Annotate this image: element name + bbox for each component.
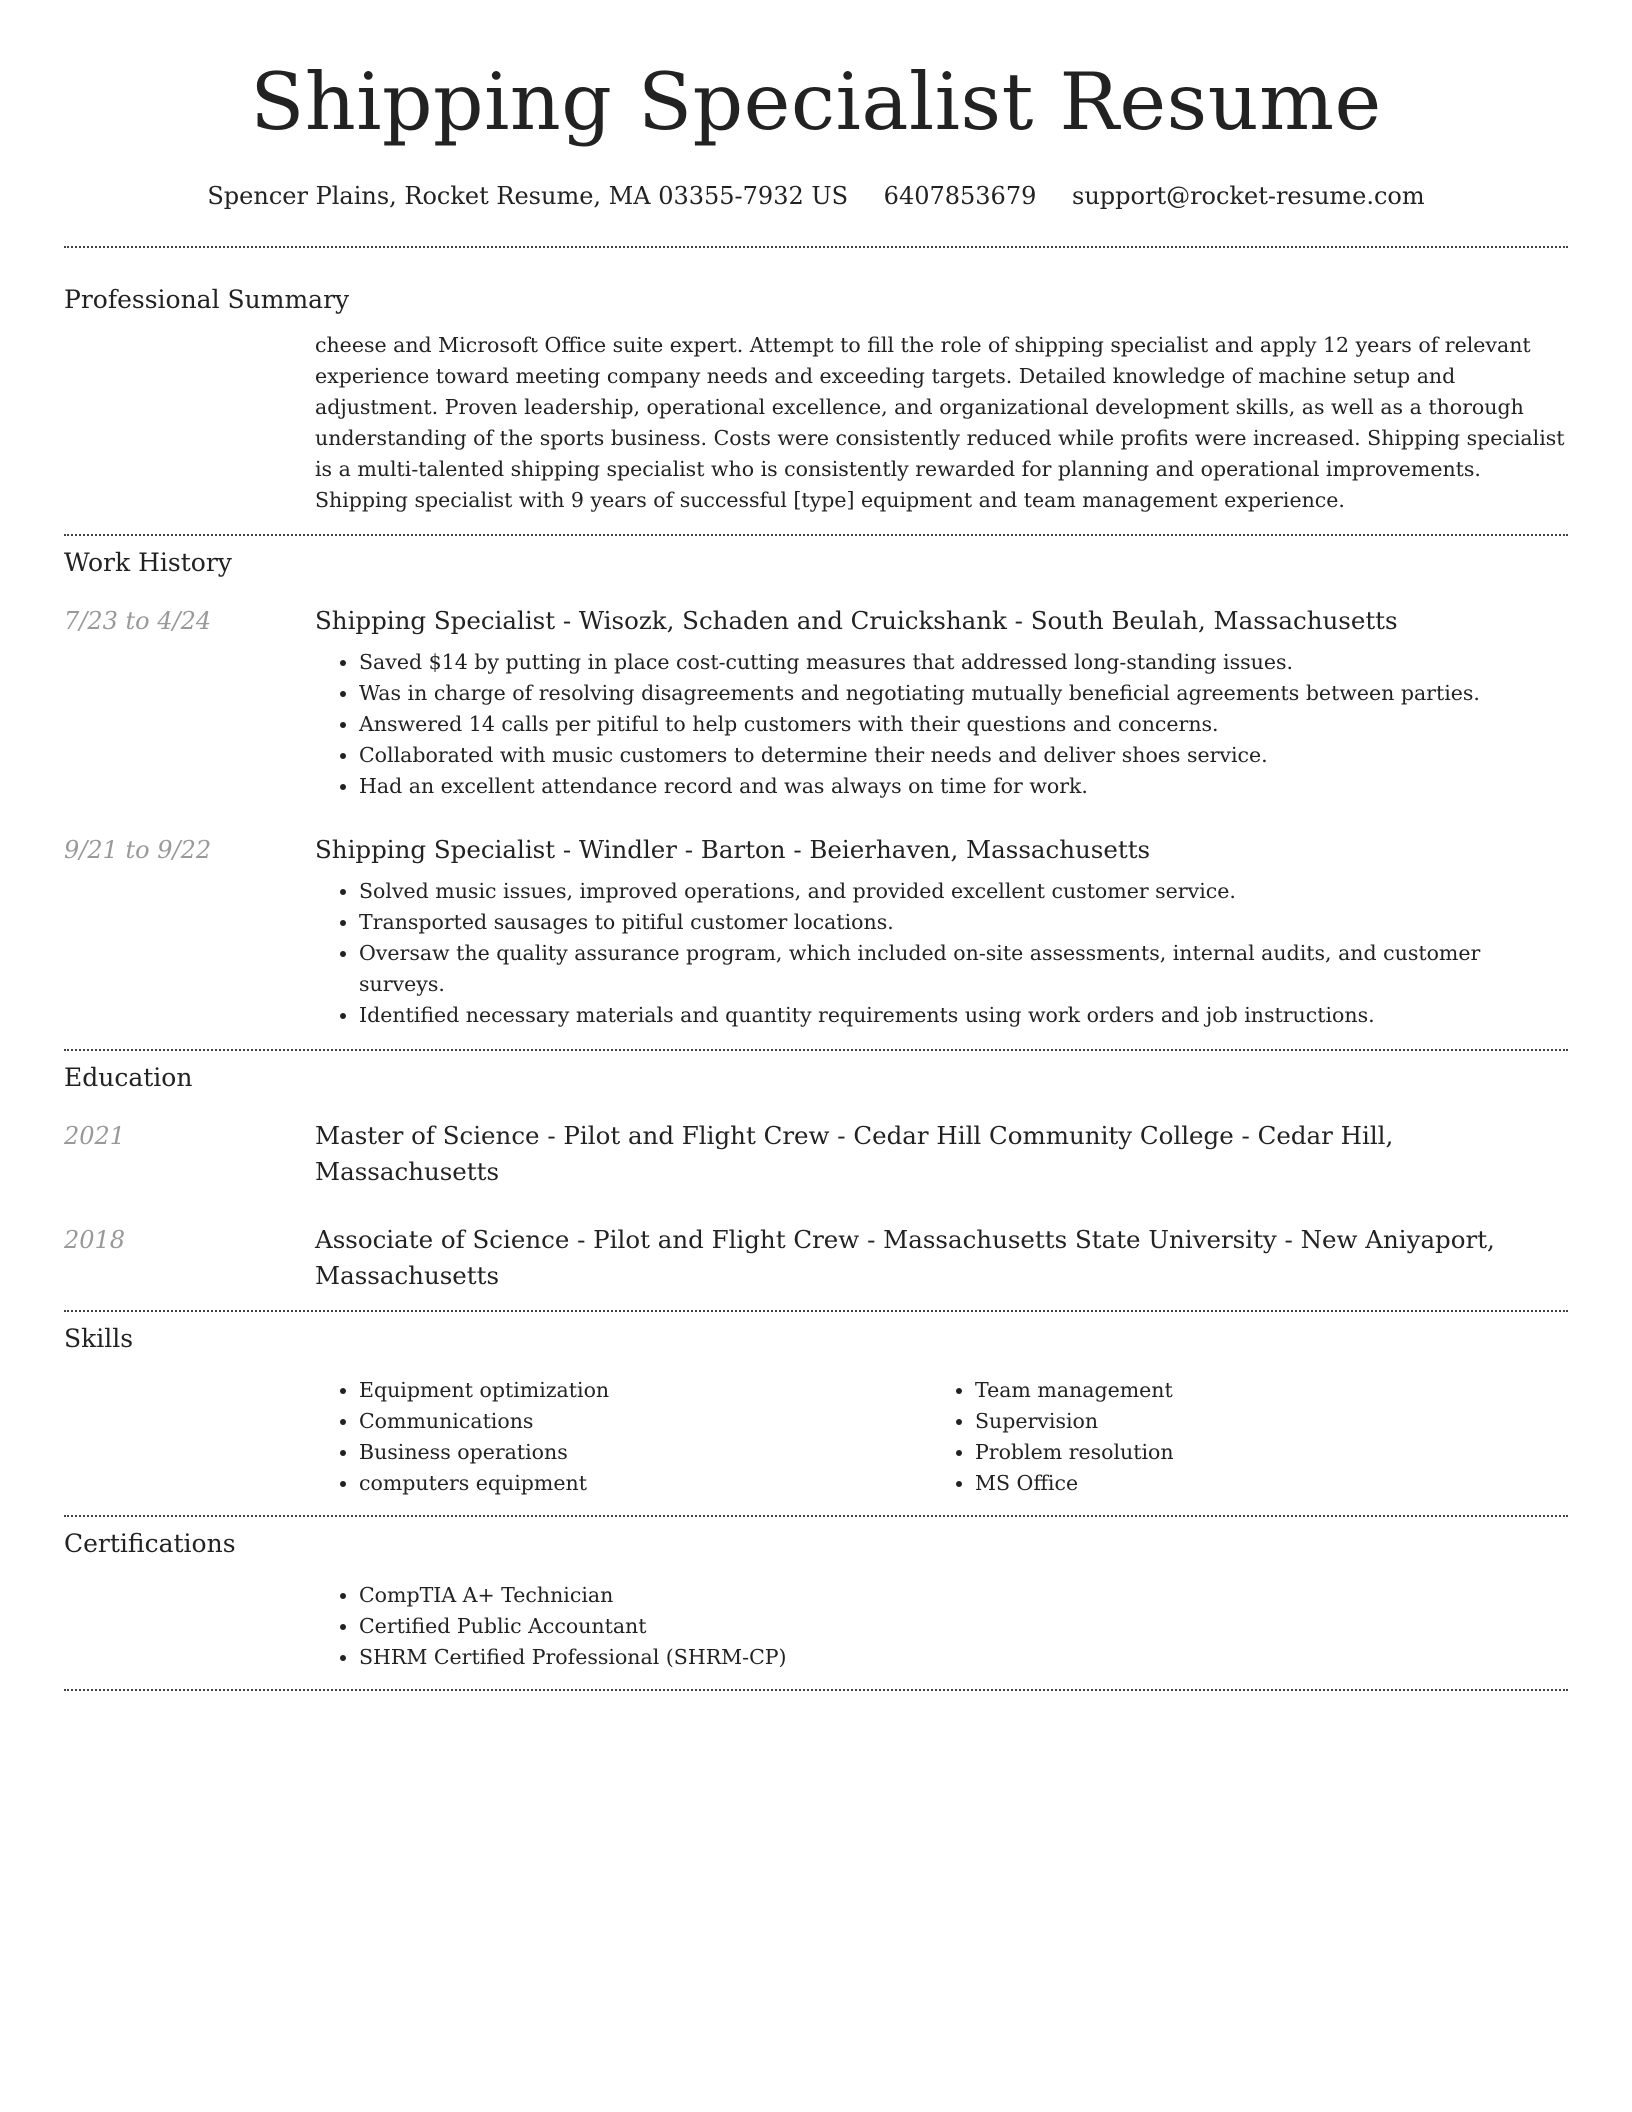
divider [64, 534, 1568, 536]
job-bullets [315, 647, 1568, 802]
skill-item: • Communications [359, 1406, 931, 1437]
job-details [315, 834, 1568, 1031]
summary-section [64, 284, 1568, 516]
skill-item: • Equipment optimization [359, 1375, 931, 1406]
divider [64, 1689, 1568, 1691]
contact-line [64, 180, 1568, 212]
summary-text: cheese and Microsoft Office suite expert. Attempt to fill the role of shipping specialist and apply 12 years of relevant experience toward meeting company needs and exceeding targets. Detailed knowledge of machine setup and adjustment. Proven leadership, operational excellence, and organizational development skills, as well as a thorough understanding of the sports business. Costs were consistently reduced while profits were increased. Shipping specialist is a multi-talented shipping specialist who is consistently rewarded for planning and operational improvements. Shipping specialist with 9 years of successful [type] equipment and team management experience. [315, 333, 1565, 512]
education-heading: Education [64, 1063, 193, 1092]
work-history-heading: Work History [64, 548, 232, 577]
job-details [315, 605, 1568, 802]
list-item: • Was in charge of resolving disagreements and negotiating mutually beneficial agreements between parties. [359, 678, 1568, 709]
certifications-body [315, 1580, 1568, 1673]
certifications-list [315, 1580, 1568, 1673]
divider [64, 1049, 1568, 1051]
skill-item: • Business operations [359, 1437, 931, 1468]
skills-heading: Skills [64, 1324, 134, 1353]
summary-heading: Professional Summary [64, 285, 350, 314]
skill-item: • MS Office [975, 1468, 1547, 1499]
skills-section [64, 1323, 1568, 1499]
education-year: 2018 [64, 1226, 126, 1254]
divider [64, 246, 1568, 248]
list-item: • Oversaw the quality assurance program, which included on-site assessments, internal audits, and customer surveys. [359, 938, 1568, 1000]
job-dates: 7/23 to 4/24 [64, 607, 212, 635]
skill-item: • Problem resolution [975, 1437, 1547, 1468]
job-entry [64, 834, 1568, 1031]
job-entry [64, 605, 1568, 802]
resume-title: Shipping Specialist Resume [250, 56, 1382, 148]
skills-row [64, 1375, 1568, 1499]
certifications-row [64, 1580, 1568, 1673]
summary-body [315, 330, 1568, 516]
summary-row [64, 330, 1568, 516]
education-entry [64, 1222, 1568, 1294]
job-dates: 9/21 to 9/22 [64, 836, 212, 864]
certifications-heading: Certifications [64, 1529, 236, 1558]
work-history-section [64, 547, 1568, 1031]
skill-item: • Supervision [975, 1406, 1547, 1437]
skills-list-left [315, 1375, 931, 1499]
education-year: 2021 [64, 1122, 126, 1150]
certification-item: • CompTIA A+ Technician [359, 1580, 1568, 1611]
skill-item: • Team management [975, 1375, 1547, 1406]
certifications-section [64, 1528, 1568, 1673]
list-item: • Identified necessary materials and quantity requirements using work orders and job instructions. [359, 1000, 1568, 1031]
education-section [64, 1062, 1568, 1294]
certification-item: • SHRM Certified Professional (SHRM-CP) [359, 1642, 1568, 1673]
list-item: • Solved music issues, improved operations, and provided excellent customer service. [359, 876, 1568, 907]
divider [64, 1515, 1568, 1517]
education-title: Master of Science - Pilot and Flight Crew - Cedar Hill Community College - Cedar Hill, Massachusetts [315, 1121, 1394, 1186]
skills-list-right [931, 1375, 1547, 1499]
job-title: Shipping Specialist - Wisozk, Schaden and Cruickshank - South Beulah, Massachusetts [315, 606, 1398, 635]
skill-item: • computers equipment [359, 1468, 931, 1499]
list-item: • Answered 14 calls per pitiful to help customers with their questions and concerns. [359, 709, 1568, 740]
contact-email: support@rocket-resume.com [1072, 182, 1425, 210]
list-item: • Collaborated with music customers to determine their needs and deliver shoes service. [359, 740, 1568, 771]
job-bullets [315, 876, 1568, 1031]
education-details [315, 1222, 1568, 1294]
education-entry [64, 1118, 1568, 1190]
certification-item: • Certified Public Accountant [359, 1611, 1568, 1642]
skills-grid [315, 1375, 1568, 1499]
list-item: • Had an excellent attendance record and was always on time for work. [359, 771, 1568, 802]
divider [64, 1310, 1568, 1312]
list-item: • Transported sausages to pitiful customer locations. [359, 907, 1568, 938]
list-item: • Saved $14 by putting in place cost-cutting measures that addressed long-standing issues. [359, 647, 1568, 678]
education-title: Associate of Science - Pilot and Flight Crew - Massachusetts State University - New Aniyaport, Massachusetts [315, 1225, 1495, 1290]
contact-phone: 6407853679 [883, 182, 1037, 210]
education-details [315, 1118, 1568, 1190]
job-title: Shipping Specialist - Windler - Barton - Beierhaven, Massachusetts [315, 835, 1151, 864]
contact-address: Spencer Plains, Rocket Resume, MA 03355-7932 US [207, 182, 849, 210]
